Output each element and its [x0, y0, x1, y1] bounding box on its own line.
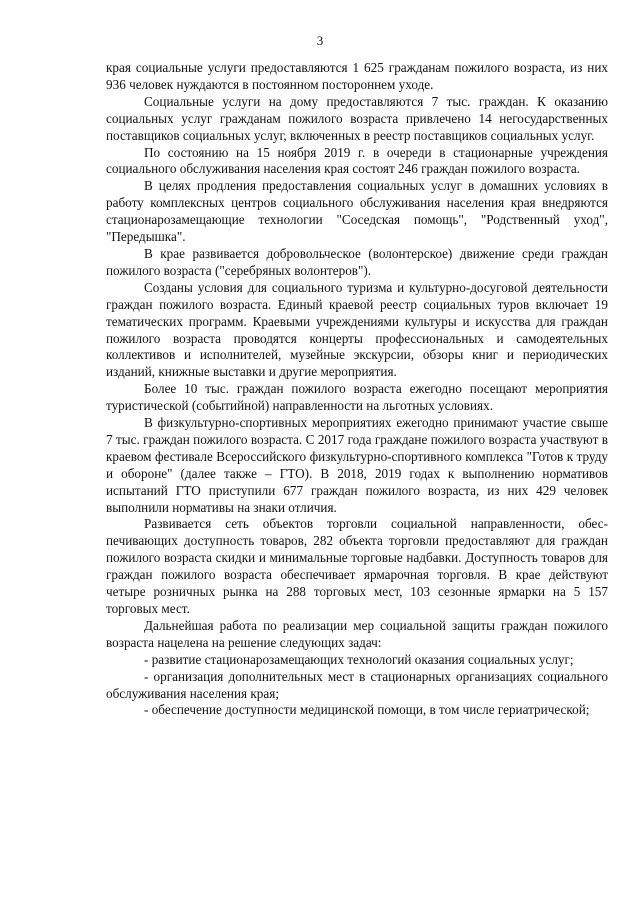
paragraph: В физкультурно-спортивных мероприятиях ежегодно принимают участие свыше 7 тыс. граждан пожилого возраста. С 2017 года граждане пожилого возраста участвуют в краевом фестивале Всероссийского физкультурно-спортивного комплекса "Готов к труду и обороне" (далее также – ГТО). В 2018, 2019 годах к выполнению нормативов испытаний ГТО приступили 677 граждан пожилого возраста, из них 429 человек выполнили нормативы на знаки отличия. [106, 415, 608, 515]
paragraph: Более 10 тыс. граждан пожилого возраста ежегодно посещают мероприятия туристической (событийной) направленности на льготных условиях. [106, 381, 608, 414]
document-body [106, 60, 608, 719]
paragraph: Развивается сеть объектов торговли социальной направленности, обеспечивающих доступность товаров, 282 объекта торговли предоставляют для граждан пожилого возраста скидки и минимальные торговые надбавки. Доступность товаров для граждан пожилого возраста обеспечивает ярмарочная торговля. В крае действуют четыре розничных рынка на 288 торговых мест, 103 сезонные ярмарки на 5 157 торговых мест. [106, 516, 608, 616]
paragraph: - развитие стационарозамещающих технологий оказания социальных услуг; [144, 651, 574, 667]
paragraph: Социальные услуги на дому предоставляются 7 тыс. граждан. К оказанию социальных услуг гражданам пожилого возраста привлечено 14 негосударственных поставщиков социальных услуг, включенных в реестр поставщиков социальных услуг. [106, 93, 608, 143]
paragraph: - обеспечение доступности медицинской помощи, в том числе гериатрической; [144, 702, 590, 718]
paragraph: В крае развивается добровольческое (волонтерское) движение среди граждан пожилого возраста ("серебряных волонтеров"). [106, 245, 608, 278]
paragraph: По состоянию на 15 ноября 2019 г. в очереди в стационарные учреждения социального обслуживания населения края состоят 246 граждан пожилого возраста. [106, 144, 608, 177]
paragraph: края социальные услуги предоставляются 1 625 гражданам пожилого возраста, из них 936 человек нуждаются в постоянном постороннем уходе. [106, 60, 608, 92]
paragraph: В целях продления предоставления социальных услуг в домашних условиях в работу комплексных центров социального обслуживания населения края внедряются стационарозамещающие технологии "Соседская помощь", "Родственный уход", "Передышка". [106, 178, 608, 245]
paragraph: - организация дополнительных мест в стационарных организациях социального обслуживания населения края; [106, 668, 608, 701]
paragraph: Созданы условия для социального туризма и культурно-досуговой деятельности граждан пожилого возраста. Единый краевой реестр социальных туров включает 19 тематических программ. Краевыми учреждениями культуры и искусства для граждан пожилого возраста проводятся концерты профессиональных и самодеятельных коллективов и исполнителей, музейные экскурсии, обзоры книг и периодических изданий, книжные выставки и другие мероприятия. [106, 279, 608, 380]
page-number: 3 [316, 33, 324, 48]
paragraph: Дальнейшая работа по реализации мер социальной защиты граждан пожилого возраста нацелена на решение следующих задач: [106, 617, 608, 650]
